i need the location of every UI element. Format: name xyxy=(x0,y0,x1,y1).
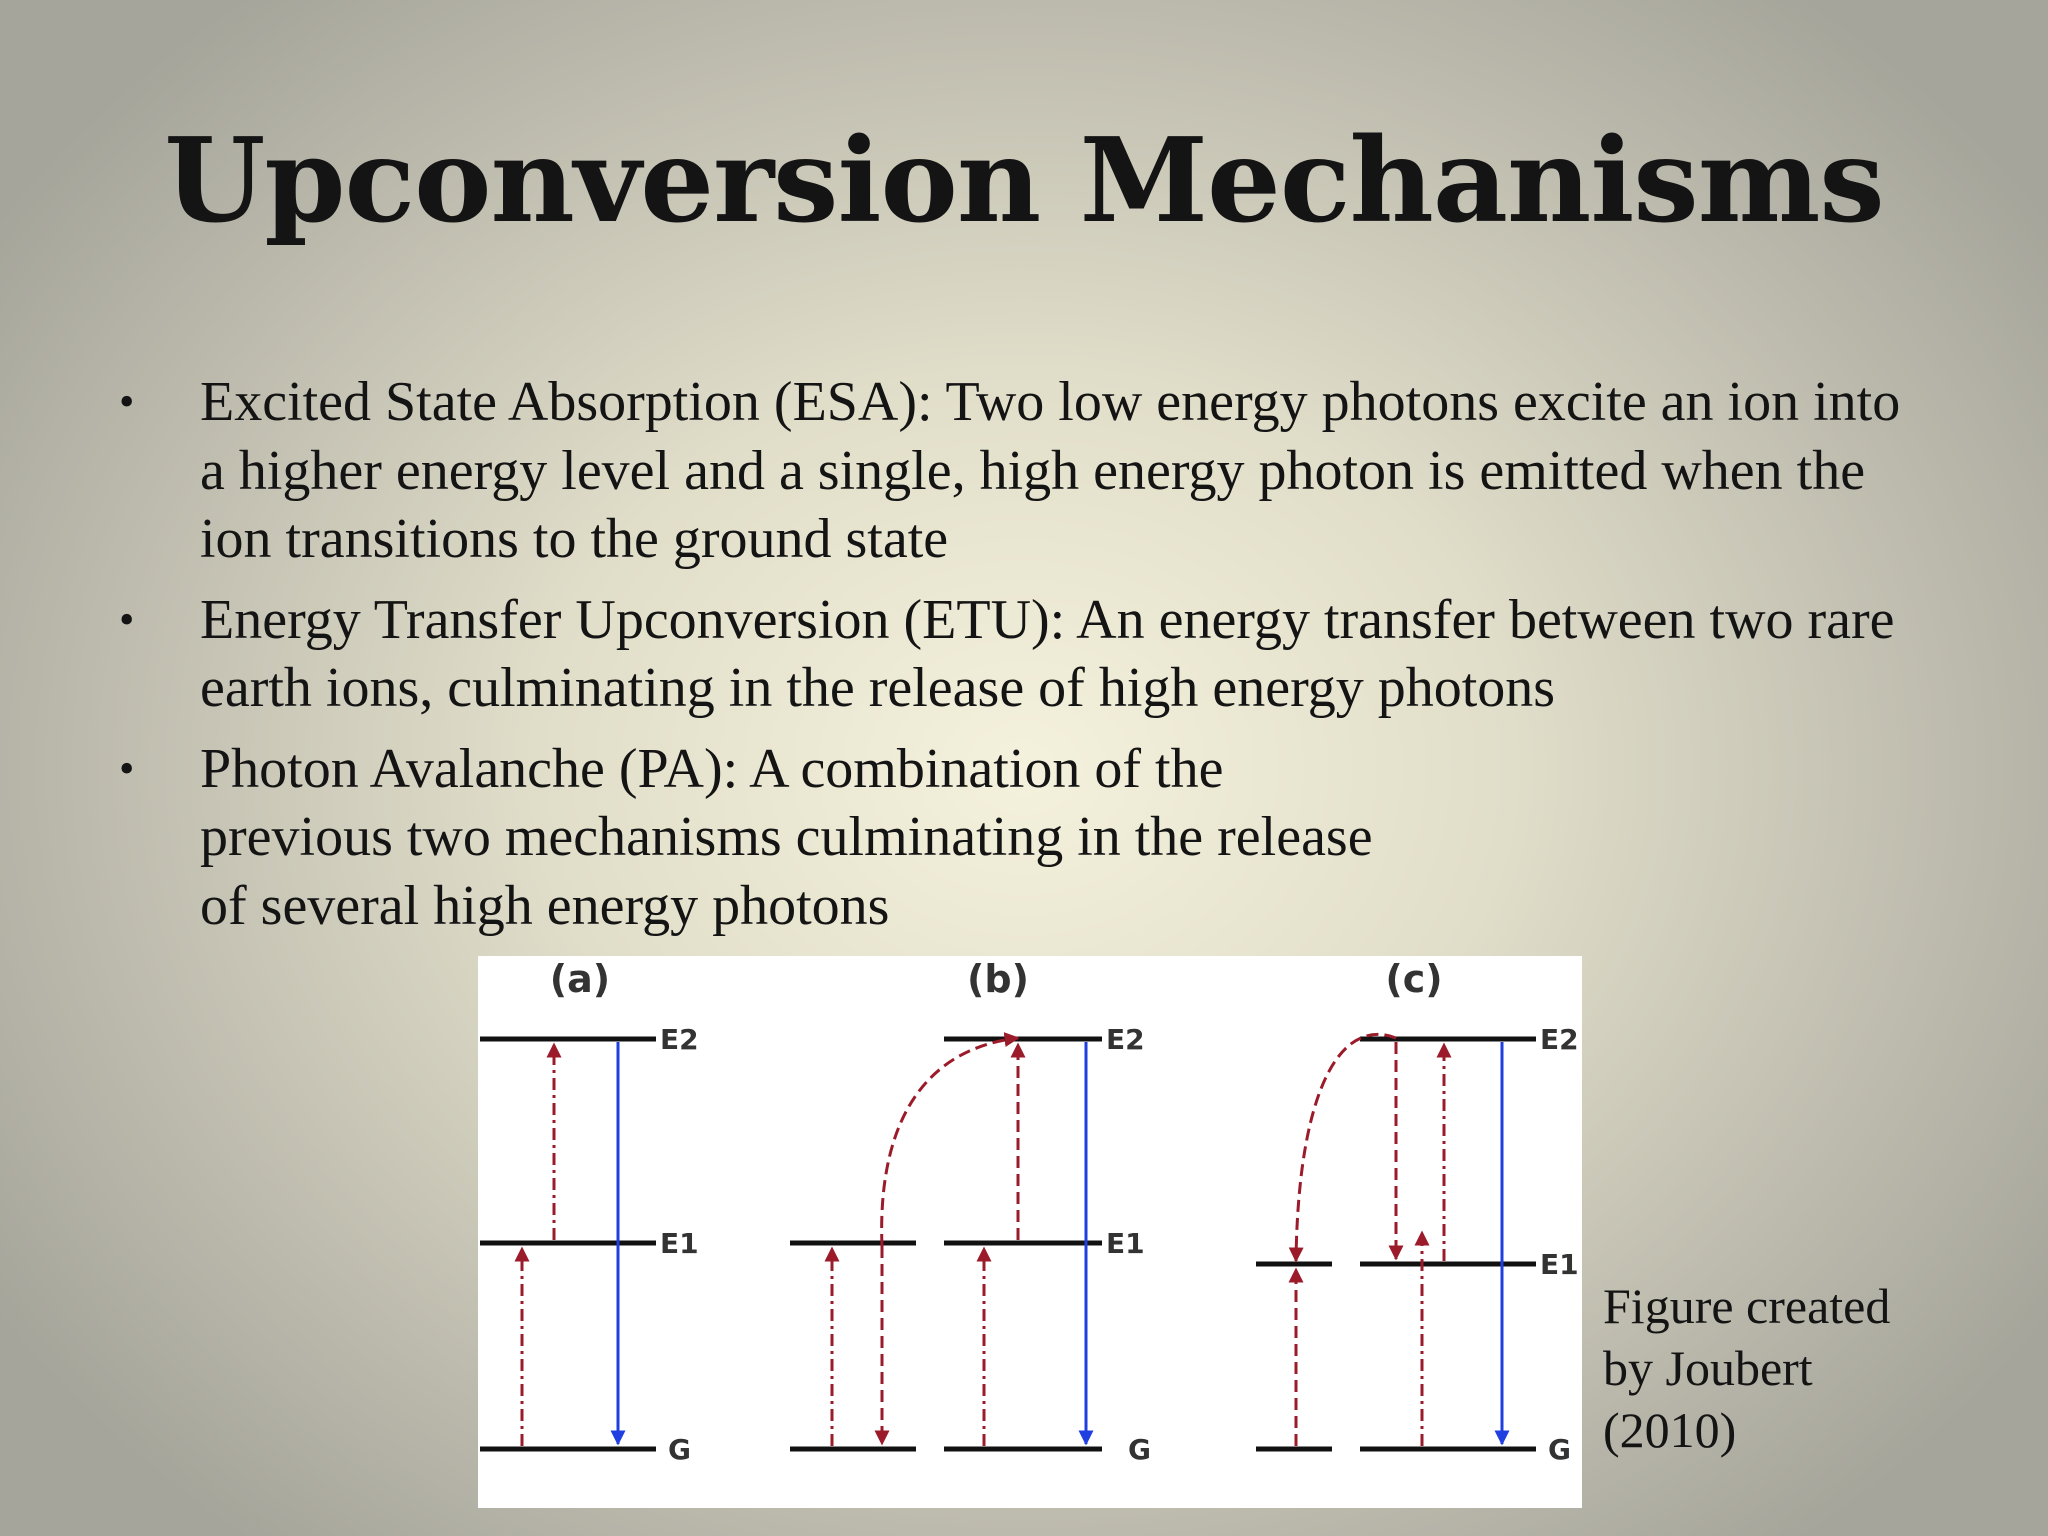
level-label-g: G xyxy=(1128,1433,1151,1466)
bullet-item-etu xyxy=(115,586,1935,723)
bullet-dot: • xyxy=(119,743,135,793)
panel-b xyxy=(790,1023,1151,1466)
energy-transfer-curve xyxy=(1296,1034,1396,1261)
figure-caption: Figure created by Joubert (2010) xyxy=(1603,1278,1891,1458)
bullet-item-pa xyxy=(115,735,1400,941)
level-label-g: G xyxy=(668,1433,691,1466)
level-label-g: G xyxy=(1548,1433,1571,1466)
level-label-e2: E2 xyxy=(660,1023,699,1056)
energy-transfer-curve xyxy=(882,1038,1018,1246)
bullet-text-esa: Excited State Absorption (ESA): Two low energy photons excite an ion into a higher energy level and a single, high energy photon is emitted when the ion transitions to the ground state xyxy=(200,371,1901,570)
level-label-e1: E1 xyxy=(660,1227,699,1260)
bullet-dot: • xyxy=(119,377,135,426)
level-label-e2: E2 xyxy=(1106,1023,1145,1056)
panel-label-b: (b) xyxy=(967,957,1029,1001)
panel-a xyxy=(480,1023,699,1466)
bullet-text-pa: Photon Avalanche (PA): A combination of the previous two mechanisms culminating in the release of several high energy photons xyxy=(200,737,1373,937)
level-label-e1: E1 xyxy=(1106,1227,1145,1260)
level-label-e1: E1 xyxy=(1540,1248,1579,1281)
panel-label-a: (a) xyxy=(549,957,611,1001)
bullet-list xyxy=(115,368,1935,952)
energy-level-diagram xyxy=(478,956,1582,1508)
bullet-text-etu: Energy Transfer Upconversion (ETU): An energy transfer between two rare earth ions, culminating in the release of high energy photons xyxy=(200,588,1895,719)
panel-c xyxy=(1256,1023,1579,1466)
level-label-e2: E2 xyxy=(1540,1023,1579,1056)
slide-title: Upconversion Mechanisms xyxy=(164,113,1884,249)
bullet-dot: • xyxy=(119,594,135,644)
panel-label-c: (c) xyxy=(1385,957,1443,1001)
energy-level-svg xyxy=(478,956,1582,1508)
bullet-item-esa xyxy=(115,368,1935,574)
